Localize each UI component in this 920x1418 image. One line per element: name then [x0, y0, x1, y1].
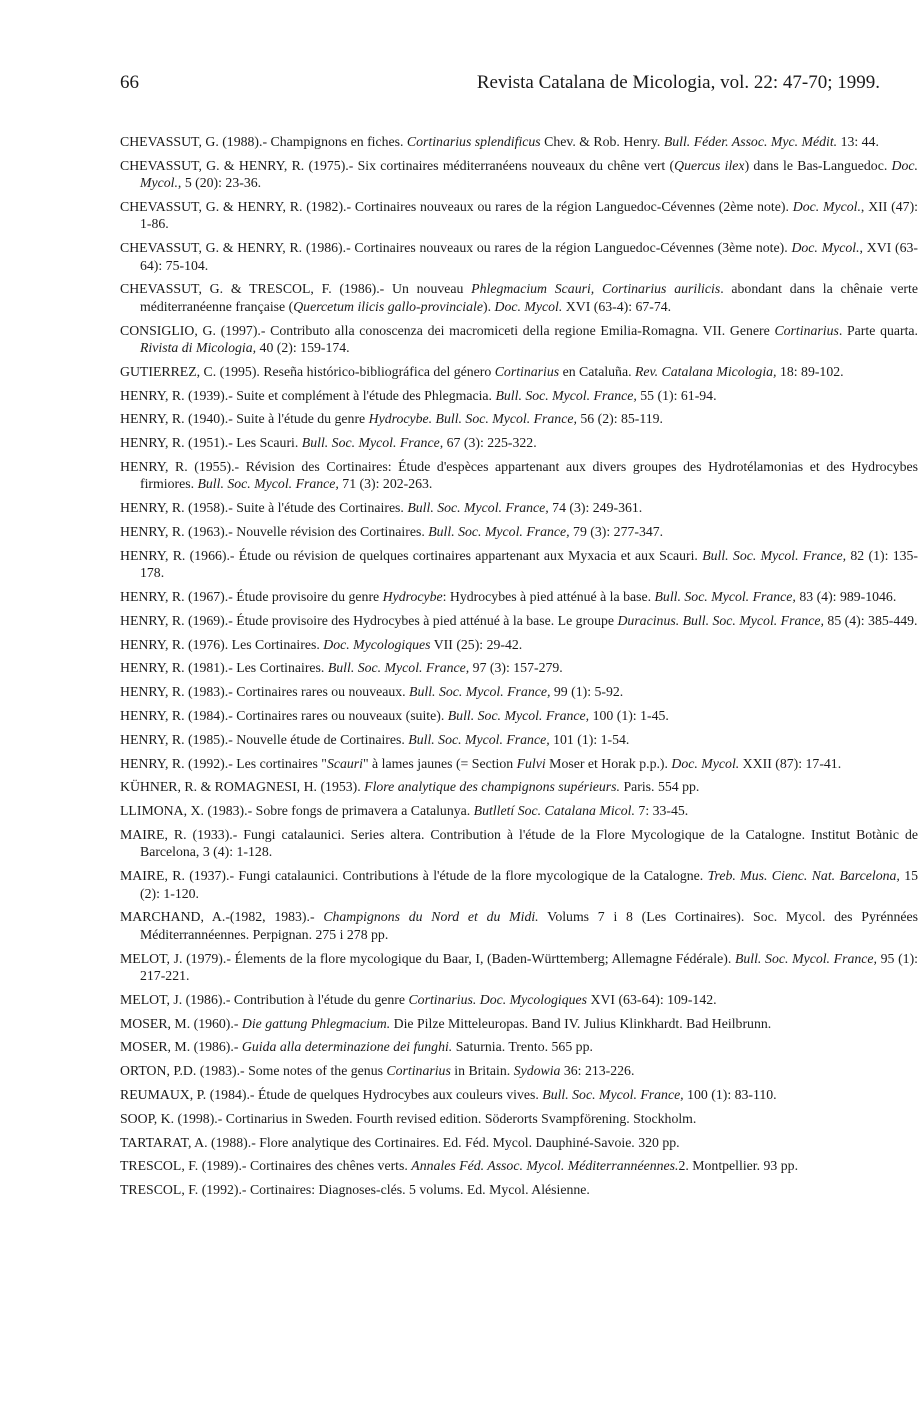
- reference-entry: [120, 523, 918, 540]
- reference-text: ) dans le Bas-Languedoc.: [744, 157, 892, 173]
- reference-text: HENRY, R. (1966).- Étude ou révision de quelques cortinaires appartenant aux Myxacia et aux Scauri.: [120, 547, 703, 563]
- reference-text: KÜHNER, R. & ROMAGNESI, H. (1953).: [120, 779, 365, 795]
- reference-entry: [120, 778, 918, 795]
- reference-text: 97 (3): 157-279.: [469, 660, 563, 676]
- reference-entry: [120, 1038, 918, 1055]
- reference-italic-text: Bull. Soc. Mycol. France,: [654, 589, 796, 604]
- reference-entry: [120, 198, 918, 233]
- reference-entry: [120, 612, 918, 629]
- reference-text: 99 (1): 5-92.: [550, 684, 624, 700]
- reference-text: MARCHAND, A.-(1982, 1983).-: [120, 909, 324, 925]
- reference-entry: [120, 950, 918, 985]
- reference-text: ).: [483, 298, 495, 314]
- reference-italic-text: Scauri: [326, 755, 363, 771]
- reference-entry: [120, 133, 918, 150]
- reference-text: HENRY, R. (1984).- Cortinaires rares ou nouveaux (suite).: [120, 707, 448, 723]
- reference-text: CHEVASSUT, G. & HENRY, R. (1982).- Cortinaires nouveaux ou rares de la région Languedoc-Cévennes (2ème note).: [120, 199, 793, 214]
- reference-entry: [120, 547, 918, 582]
- reference-italic-text: Champignons du Nord et du Midi.: [323, 909, 539, 925]
- reference-text: 2. Montpellier. 93 pp.: [678, 1158, 799, 1174]
- reference-italic-text: Bull. Soc. Mycol. France,: [495, 387, 637, 403]
- reference-text: CONSIGLIO, G. (1997).- Contributo alla conoscenza dei macromiceti della regione Emilia-Romagna. VII. Genere: [120, 322, 775, 338]
- reference-entry: [120, 1086, 918, 1103]
- reference-text: MOSER, M. (1960).-: [120, 1015, 242, 1031]
- reference-text: HENRY, R. (1939).- Suite et complément à l'étude des Phlegmacia.: [120, 387, 496, 403]
- reference-entry: [120, 1062, 918, 1079]
- reference-entry: [120, 731, 918, 748]
- reference-italic-text: Cortinarius: [494, 363, 560, 379]
- reference-entry: [120, 410, 918, 427]
- reference-text: : Hydrocybes à pied atténué à la base.: [442, 589, 655, 604]
- reference-text: 56 (2): 85-119.: [576, 411, 663, 427]
- reference-italic-text: Duracinus. Bull. Soc. Mycol. France,: [617, 612, 824, 628]
- reference-entry: [120, 588, 918, 605]
- reference-italic-text: Hydrocybe: [382, 589, 443, 604]
- reference-text: 55 (1): 61-94.: [636, 387, 717, 403]
- reference-text: Chev. & Rob. Henry.: [540, 134, 664, 149]
- reference-list: [120, 133, 918, 1205]
- reference-italic-text: Butlletí Soc. Catalana Micol.: [473, 803, 635, 819]
- reference-text: 100 (1): 83-110.: [683, 1086, 777, 1102]
- reference-entry: [120, 499, 918, 516]
- reference-entry: [120, 707, 918, 724]
- reference-text: CHEVASSUT, G. & HENRY, R. (1986).- Cortinaires nouveaux ou rares de la région Languedoc-Cévennes (3ème note).: [120, 240, 792, 256]
- reference-text: CHEVASSUT, G. (1988).- Champignons en fiches.: [120, 134, 407, 149]
- reference-italic-text: Die gattung Phlegmacium.: [241, 1015, 391, 1031]
- reference-text: in Britain.: [450, 1063, 514, 1079]
- reference-text: MELOT, J. (1986).- Contribution à l'étude du genre: [120, 991, 409, 1007]
- reference-text: 40 (2): 159-174.: [256, 340, 350, 356]
- reference-text: REUMAUX, P. (1984).- Étude de quelques Hydrocybes aux couleurs vives.: [120, 1086, 543, 1102]
- reference-entry: [120, 867, 918, 902]
- reference-text: 36: 213-226.: [560, 1063, 635, 1079]
- reference-text: CHEVASSUT, G. & TRESCOL, F. (1986).- Un nouveau: [120, 281, 472, 297]
- reference-text: 100 (1): 1-45.: [589, 707, 669, 723]
- reference-italic-text: Flore analytique des champignons supérieurs.: [364, 779, 620, 795]
- reference-entry: [120, 458, 918, 493]
- reference-text: 13: 44.: [837, 134, 879, 149]
- reference-text: Die Pilze Mitteleuropas. Band IV. Julius Klinkhardt. Bad Heilbrunn.: [390, 1015, 772, 1031]
- reference-text: ORTON, P.D. (1983).- Some notes of the genus: [120, 1063, 387, 1079]
- reference-italic-text: Bull. Soc. Mycol. France,: [428, 524, 570, 539]
- reference-text: en Cataluña.: [559, 363, 635, 379]
- reference-text: TARTARAT, A. (1988).- Flore analytique des Cortinaires. Ed. Féd. Mycol. Dauphiné-Savoie. 320 pp.: [120, 1134, 680, 1150]
- reference-italic-text: Doc. Mycol.: [791, 240, 860, 256]
- reference-entry: [120, 387, 918, 404]
- reference-text: . Parte quarta.: [838, 322, 918, 338]
- reference-italic-text: Fulvi: [516, 755, 546, 771]
- reference-italic-text: Rev. Catalana Micologia,: [634, 363, 777, 379]
- reference-italic-text: Bull. Soc. Mycol. France,: [407, 500, 549, 516]
- reference-text: MAIRE, R. (1937).- Fungi catalaunici. Contributions à l'étude de la flore mycologique de la Catalogne.: [120, 868, 708, 884]
- reference-italic-text: Bull. Soc. Mycol. France,: [734, 950, 877, 966]
- reference-text: , XVI (63-64): 75-104.: [140, 240, 918, 273]
- reference-italic-text: Quercetum ilicis gallo-provinciale: [293, 298, 483, 314]
- reference-italic-text: Cortinarius. Doc. Mycologiques: [408, 991, 588, 1007]
- reference-text: Saturnia. Trento. 565 pp.: [452, 1039, 593, 1055]
- reference-italic-text: Doc. Mycol.: [140, 157, 918, 191]
- reference-italic-text: Bull. Soc. Mycol. France,: [447, 707, 590, 723]
- reference-entry: [120, 1110, 918, 1127]
- reference-text: Moser et Horak p.p.).: [545, 755, 672, 771]
- reference-entry: [120, 1181, 918, 1198]
- reference-text: HENRY, R. (1955).- Révision des Cortinaires: Étude d'espèces appartenant aux divers groupes des Hydrotélamonias et des Hydrocybes firmiores.: [120, 459, 918, 492]
- reference-entry: [120, 908, 918, 943]
- reference-text: , XII (47): 1-86.: [140, 199, 918, 232]
- reference-text: 82 (1): 135-178.: [140, 547, 919, 581]
- reference-text: 15 (2): 1-120.: [140, 868, 919, 901]
- reference-text: VII (25): 29-42.: [430, 636, 523, 652]
- reference-text: 67 (3): 225-322.: [443, 435, 537, 451]
- reference-text: SOOP, K. (1998).- Cortinarius in Sweden. Fourth revised edition. Söderorts Svampförening. Stockholm.: [120, 1110, 697, 1126]
- reference-text: 95 (1): 217-221.: [140, 950, 918, 983]
- reference-italic-text: Bull. Féder. Assoc. Myc. Médit.: [663, 134, 838, 149]
- reference-entry: [120, 1015, 918, 1032]
- reference-text: MAIRE, R. (1933).- Fungi catalaunici. Series altera. Contribution à l'étude de la Flore Mycologique de la Catalogne. Institut Botànic de Barcelona, 3 (4): 1-128.: [120, 826, 918, 860]
- reference-text: 79 (3): 277-347.: [569, 524, 664, 539]
- reference-italic-text: Doc. Mycol.: [494, 298, 563, 314]
- reference-italic-text: Doc. Mycologiques: [323, 636, 431, 652]
- reference-italic-text: Phlegmacium Scauri, Cortinarius aurilicis: [471, 281, 721, 297]
- reference-italic-text: Bull. Soc. Mycol. France,: [408, 731, 550, 747]
- reference-text: 18: 89-102.: [776, 363, 844, 379]
- reference-italic-text: Cortinarius splendificus: [406, 134, 541, 149]
- reference-entry: [120, 826, 918, 861]
- reference-text: HENRY, R. (1969).- Étude provisoire des Hydrocybes à pied atténué à la base. Le groupe: [120, 612, 618, 628]
- reference-entry: [120, 1157, 918, 1174]
- reference-text: XXII (87): 17-41.: [739, 755, 842, 771]
- reference-text: 71 (3): 202-263.: [338, 476, 433, 492]
- reference-text: HENRY, R. (1963).- Nouvelle révision des Cortinaires.: [120, 524, 429, 539]
- reference-entry: [120, 1134, 918, 1151]
- reference-text: HENRY, R. (1951).- Les Scauri.: [120, 435, 302, 451]
- reference-text: HENRY, R. (1976). Les Cortinaires.: [120, 636, 324, 652]
- reference-text: 101 (1): 1-54.: [549, 731, 630, 747]
- reference-italic-text: Bull. Soc. Mycol. France,: [197, 476, 339, 492]
- reference-entry: [120, 363, 918, 380]
- reference-text: GUTIERREZ, C. (1995). Reseña histórico-bibliográfica del género: [120, 363, 495, 379]
- reference-entry: [120, 322, 918, 357]
- reference-italic-text: Cortinarius: [386, 1063, 451, 1079]
- reference-text: XVI (63-64): 109-142.: [587, 991, 717, 1007]
- page-number: 66: [120, 72, 139, 93]
- reference-text: HENRY, R. (1985).- Nouvelle étude de Cortinaires.: [120, 731, 409, 747]
- reference-text: HENRY, R. (1983).- Cortinaires rares ou nouveaux.: [120, 684, 410, 700]
- reference-text: HENRY, R. (1940).- Suite à l'étude du genre: [120, 411, 369, 427]
- reference-text: HENRY, R. (1981).- Les Cortinaires.: [120, 660, 328, 676]
- reference-italic-text: Doc. Mycol.: [792, 199, 861, 214]
- reference-italic-text: Quercus ilex: [674, 157, 745, 173]
- reference-entry: [120, 157, 918, 192]
- reference-text: . abondant dans la chênaie verte méditerranéenne française (: [140, 281, 918, 314]
- reference-entry: [120, 802, 918, 819]
- reference-italic-text: Bull. Soc. Mycol. France,: [702, 547, 847, 563]
- reference-text: " à lames jaunes (= Section: [362, 755, 517, 771]
- reference-italic-text: Annales Féd. Assoc. Mycol. Méditerrannéennes.: [411, 1158, 679, 1174]
- reference-text: MELOT, J. (1979).- Élements de la flore mycologique du Baar, I, (Baden-Württemberg; Allemagne Fédérale).: [120, 950, 735, 966]
- reference-text: MOSER, M. (1986).-: [120, 1039, 242, 1055]
- reference-italic-text: Sydowia: [513, 1063, 561, 1079]
- reference-text: 74 (3): 249-361.: [548, 500, 643, 516]
- reference-text: HENRY, R. (1958).- Suite à l'étude des Cortinaires.: [120, 500, 408, 516]
- reference-italic-text: Bull. Soc. Mycol. France,: [327, 660, 470, 676]
- reference-italic-text: Doc. Mycol.: [671, 755, 740, 771]
- reference-italic-text: Guida alla determinazione dei funghi.: [241, 1039, 453, 1055]
- reference-text: 85 (4): 385-449.: [823, 612, 918, 628]
- reference-text: LLIMONA, X. (1983).- Sobre fongs de primavera a Catalunya.: [120, 803, 474, 819]
- reference-italic-text: Cortinarius: [774, 322, 839, 338]
- reference-entry: [120, 280, 918, 315]
- reference-text: CHEVASSUT, G. & HENRY, R. (1975).- Six cortinaires méditerranéens nouveaux du chêne vert (: [120, 157, 675, 173]
- reference-text: HENRY, R. (1992).- Les cortinaires ": [120, 755, 327, 771]
- reference-text: TRESCOL, F. (1989).- Cortinaires des chênes verts.: [120, 1158, 412, 1174]
- reference-entry: [120, 636, 918, 653]
- reference-entry: [120, 683, 918, 700]
- reference-italic-text: Bull. Soc. Mycol. France,: [542, 1086, 684, 1102]
- reference-italic-text: Hydrocybe. Bull. Soc. Mycol. France,: [368, 411, 577, 427]
- reference-entry: [120, 755, 918, 772]
- reference-italic-text: Treb. Mus. Cienc. Nat. Barcelona,: [707, 868, 900, 884]
- reference-text: , 5 (20): 23-36.: [177, 175, 262, 191]
- reference-text: TRESCOL, F. (1992).- Cortinaires: Diagnoses-clés. 5 volums. Ed. Mycol. Alésienne.: [120, 1182, 590, 1198]
- reference-text: XVI (63-4): 67-74.: [562, 298, 672, 314]
- reference-entry: [120, 434, 918, 451]
- reference-text: Volums 7 i 8 (Les Cortinaires). Soc. Mycol. des Pyrénnées Méditerrannéennes. Perpignan. 275 i 278 pp.: [140, 909, 918, 942]
- reference-text: 7: 33-45.: [634, 803, 689, 819]
- reference-entry: [120, 239, 918, 274]
- reference-text: Paris. 554 pp.: [620, 779, 700, 795]
- reference-entry: [120, 991, 918, 1008]
- reference-italic-text: Bull. Soc. Mycol. France,: [409, 684, 551, 700]
- reference-text: HENRY, R. (1967).- Étude provisoire du genre: [120, 589, 383, 604]
- reference-entry: [120, 659, 918, 676]
- reference-italic-text: Bull. Soc. Mycol. France,: [301, 435, 444, 451]
- reference-text: 83 (4): 989-1046.: [795, 589, 897, 604]
- running-head: Revista Catalana de Micologia, vol. 22: 47-70; 1999.: [476, 72, 880, 93]
- reference-italic-text: Rivista di Micologia,: [140, 340, 257, 356]
